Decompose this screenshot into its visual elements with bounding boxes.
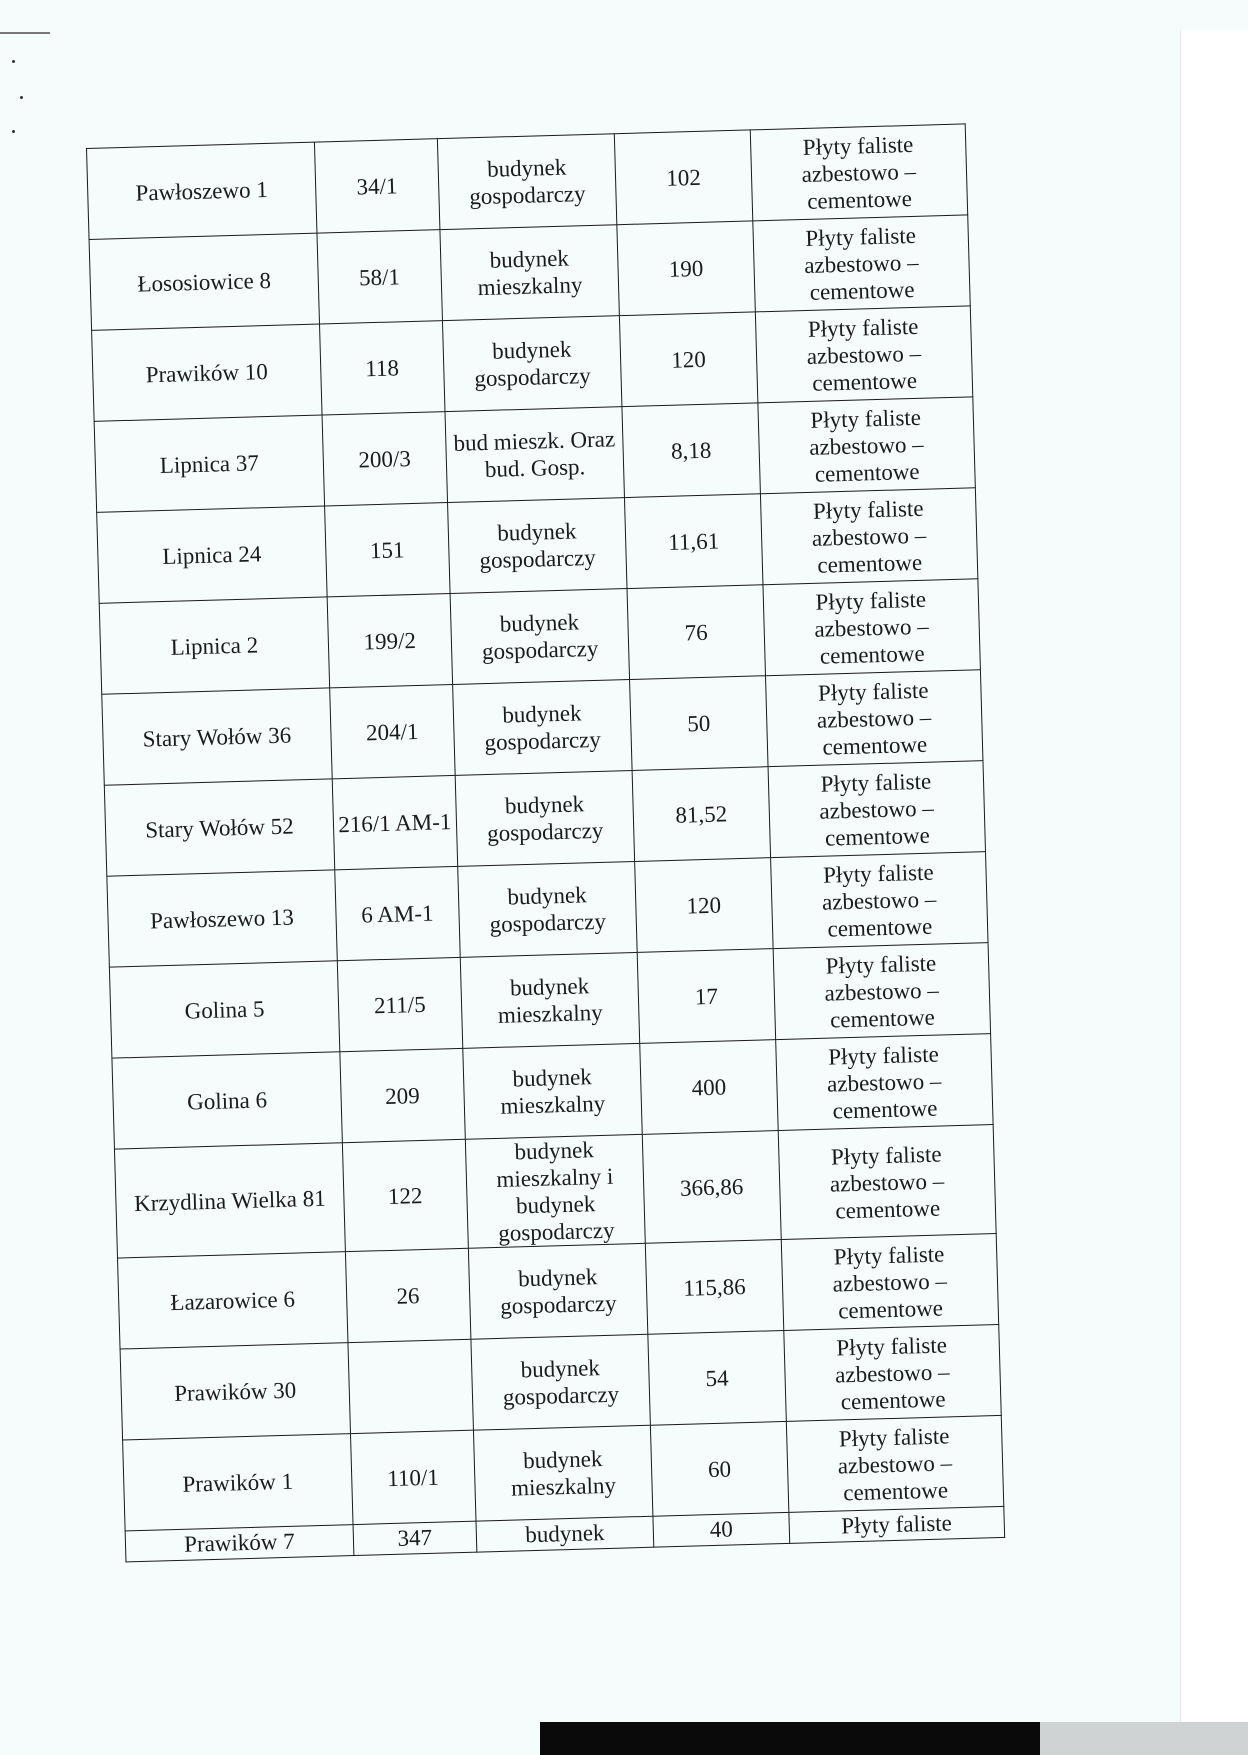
location-cell: Stary Wołów 52 — [104, 779, 334, 876]
location-cell: Lipnica 37 — [94, 415, 324, 512]
material-cell: Płyty faliste azbestowo – cementowe — [765, 670, 983, 767]
area-cell: 102 — [615, 130, 753, 225]
building-type-cell: budynek gospodarczy — [442, 316, 622, 412]
area-cell: 120 — [620, 312, 758, 407]
location-cell: Łososiowice 8 — [89, 233, 319, 330]
area-cell: 60 — [651, 1421, 789, 1516]
material-cell: Płyty faliste azbestowo – cementowe — [755, 306, 973, 403]
location-cell: Golina 5 — [109, 961, 339, 1058]
location-cell: Lipnica 24 — [97, 506, 327, 603]
plot-number-cell: 151 — [324, 503, 449, 597]
plot-number-cell: 216/1 AM-1 — [332, 775, 457, 869]
material-cell: Płyty faliste azbestowo – cementowe — [786, 1415, 1004, 1512]
plot-number-cell: 6 AM-1 — [335, 866, 460, 960]
plot-number-cell: 347 — [353, 1521, 477, 1555]
material-cell: Płyty faliste azbestowo – cementowe — [770, 852, 988, 949]
table-body — [87, 124, 1005, 1562]
building-type-cell: budynek mieszkalny — [463, 1043, 643, 1139]
building-type-cell: budynek mieszkalny i budynek gospodarczy — [465, 1134, 645, 1248]
plot-number-cell: 200/3 — [322, 412, 447, 506]
material-cell: Płyty faliste azbestowo – cementowe — [783, 1324, 1001, 1421]
page-right-margin — [1180, 30, 1248, 1755]
material-cell: Płyty faliste azbestowo – cementowe — [778, 1125, 996, 1240]
plot-number-cell: 26 — [345, 1248, 470, 1342]
area-cell: 8,18 — [622, 403, 760, 498]
scan-speck — [12, 60, 15, 63]
building-type-cell: budynek gospodarczy — [468, 1243, 648, 1339]
scan-bottom-edge — [1040, 1722, 1248, 1755]
material-cell: Płyty faliste azbestowo – cementowe — [760, 488, 978, 585]
asbestos-table — [86, 123, 1005, 1562]
plot-number-cell: 209 — [340, 1048, 465, 1142]
location-cell: Golina 6 — [112, 1052, 342, 1149]
building-type-cell: budynek gospodarczy — [450, 589, 630, 685]
area-cell: 54 — [648, 1330, 786, 1425]
material-cell: Płyty faliste azbestowo – cementowe — [758, 397, 976, 494]
area-cell: 366,86 — [642, 1131, 780, 1244]
plot-number-cell: 211/5 — [337, 957, 462, 1051]
building-type-cell: budynek gospodarczy — [455, 770, 635, 866]
plot-number-cell: 122 — [342, 1139, 468, 1251]
building-type-cell: budynek mieszkalny — [473, 1425, 653, 1521]
scan-speck — [12, 130, 15, 133]
plot-number-cell: 204/1 — [330, 684, 455, 778]
location-cell: Prawików 7 — [125, 1525, 354, 1562]
plot-number-cell: 110/1 — [350, 1430, 475, 1524]
material-cell: Płyty faliste azbestowo – cementowe — [768, 761, 986, 858]
location-cell: Lipnica 2 — [99, 597, 329, 694]
area-cell: 40 — [653, 1512, 789, 1547]
building-type-cell: budynek gospodarczy — [452, 680, 632, 776]
scan-edge-line — [0, 32, 50, 34]
material-cell: Płyty faliste — [789, 1506, 1005, 1543]
building-type-cell: budynek mieszkalny — [460, 952, 640, 1048]
building-type-cell: budynek gospodarczy — [457, 861, 637, 957]
area-cell: 115,86 — [646, 1240, 784, 1335]
area-cell: 50 — [630, 676, 768, 771]
plot-number-cell: 34/1 — [314, 139, 439, 233]
material-cell: Płyty faliste azbestowo – cementowe — [752, 215, 970, 312]
location-cell: Łazarowice 6 — [118, 1252, 348, 1349]
location-cell: Pawłoszewo 1 — [87, 142, 317, 239]
location-cell: Prawików 1 — [123, 1434, 353, 1531]
location-cell: Prawików 30 — [120, 1343, 350, 1440]
area-cell: 400 — [640, 1040, 778, 1135]
location-cell: Pawłoszewo 13 — [107, 870, 337, 967]
material-cell: Płyty faliste azbestowo – cementowe — [781, 1234, 999, 1331]
plot-number-cell: 199/2 — [327, 594, 452, 688]
material-cell: Płyty faliste azbestowo – cementowe — [773, 943, 991, 1040]
building-type-cell: budynek gospodarczy — [447, 498, 627, 594]
material-cell: Płyty faliste azbestowo – cementowe — [750, 124, 968, 221]
plot-number-cell: 58/1 — [317, 230, 442, 324]
location-cell: Stary Wołów 36 — [102, 688, 332, 785]
material-cell: Płyty faliste azbestowo – cementowe — [763, 579, 981, 676]
area-cell: 190 — [617, 221, 755, 316]
building-type-cell: budynek gospodarczy — [437, 134, 617, 230]
area-cell: 17 — [637, 949, 775, 1044]
table-container — [86, 123, 1005, 1562]
building-type-cell: bud mieszk. Oraz bud. Gosp. — [445, 407, 625, 503]
plot-number-cell: 118 — [319, 321, 444, 415]
area-cell: 81,52 — [632, 767, 770, 862]
material-cell: Płyty faliste azbestowo – cementowe — [775, 1034, 993, 1131]
scan-speck — [20, 96, 23, 99]
building-type-cell: budynek gospodarczy — [471, 1334, 651, 1430]
location-cell: Krzydlina Wielka 81 — [114, 1143, 345, 1258]
plot-number-cell — [348, 1339, 473, 1433]
area-cell: 120 — [635, 858, 773, 953]
scan-bottom-shadow — [540, 1722, 1040, 1755]
building-type-cell: budynek mieszkalny — [440, 225, 620, 321]
area-cell: 76 — [627, 585, 765, 680]
building-type-cell: budynek — [476, 1516, 654, 1552]
location-cell: Prawików 10 — [92, 324, 322, 421]
area-cell: 11,61 — [625, 494, 763, 589]
